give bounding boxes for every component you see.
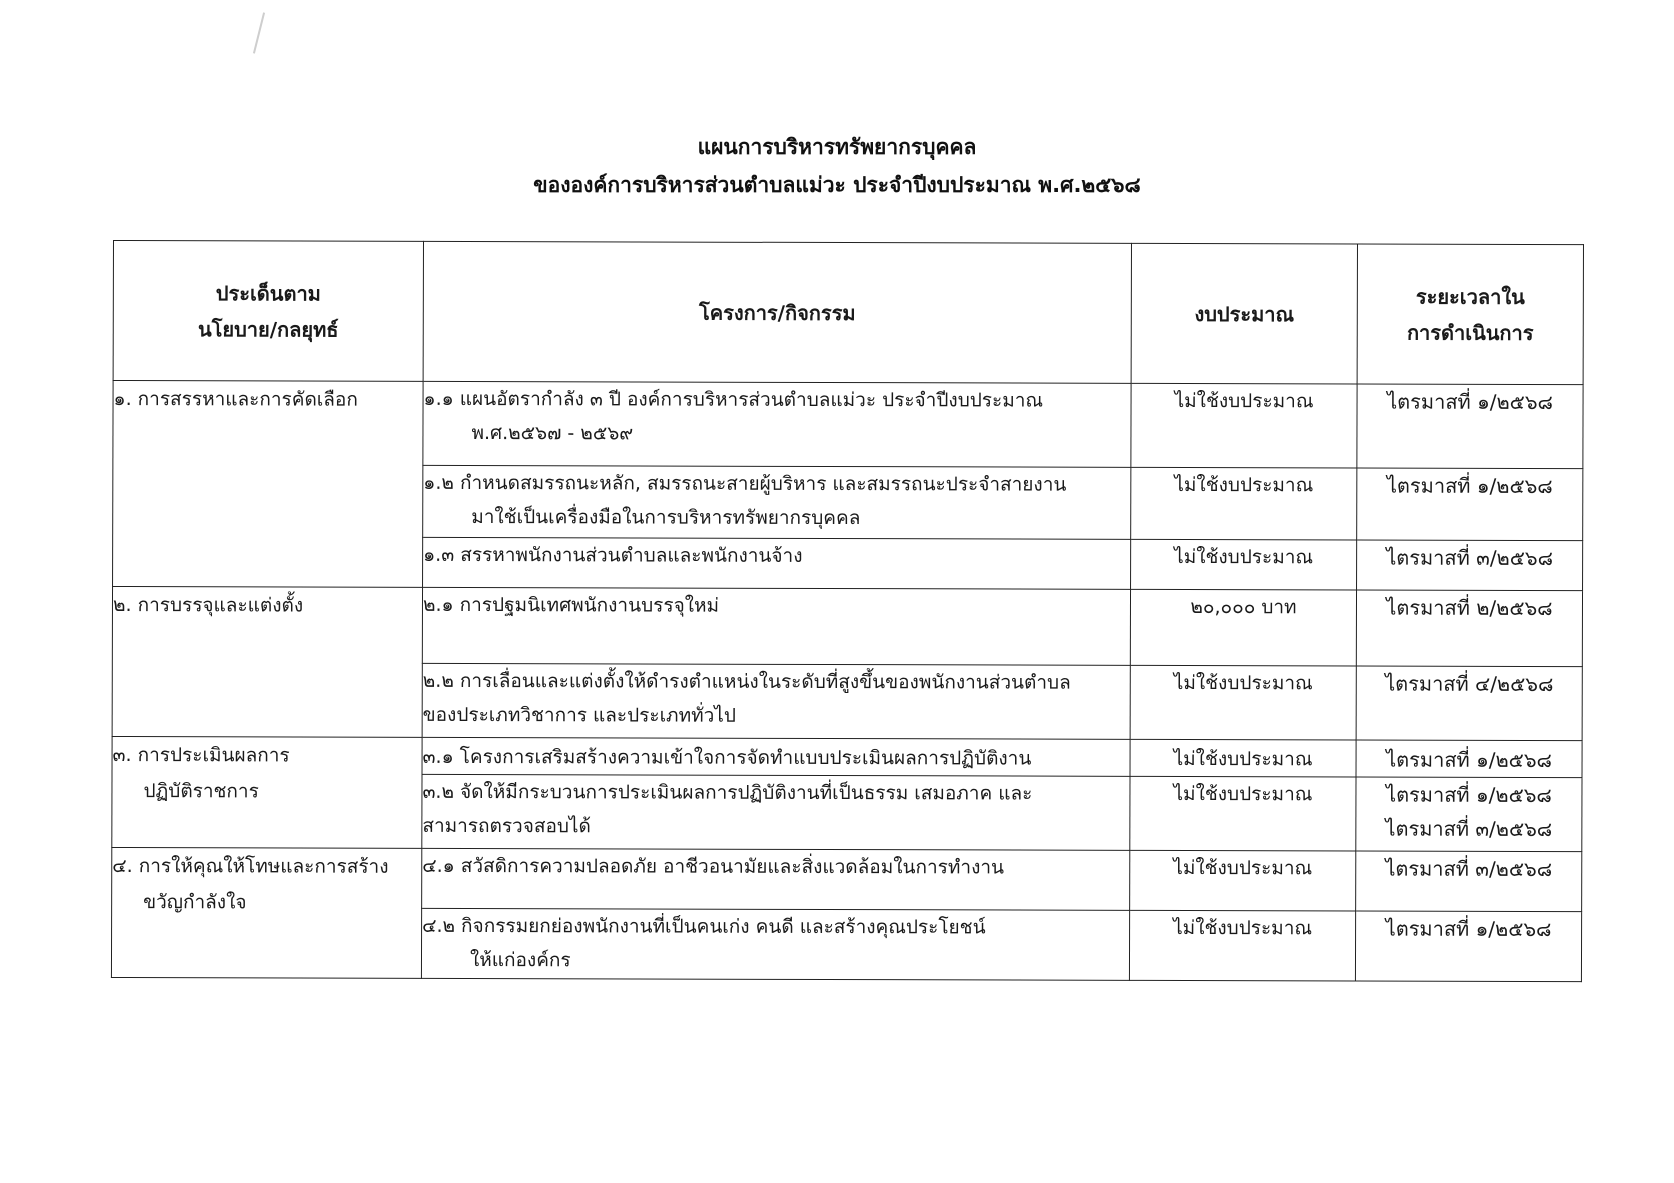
plan-table-container xyxy=(111,240,1583,988)
period-cell xyxy=(1356,740,1582,778)
document-title xyxy=(0,128,1674,204)
budget-cell: ไม่ใช้งบประมาณ xyxy=(1130,850,1356,911)
period-cell xyxy=(1355,911,1581,982)
period-4-1: ไตรมาสที่ ๓/๒๕๖๘ xyxy=(1385,856,1553,882)
activity-1-3-line-1: ๑.๓ สรรหาพนักงานส่วนตำบลและพนักงานจ้าง xyxy=(423,543,803,567)
table-row xyxy=(112,847,1582,911)
issue-1-line-1: ๑. การสรรหาและการคัดเลือก xyxy=(113,388,358,411)
activity-1-2-line-1: ๑.๒ กำหนดสมรรถนะหลัก, สมรรถนะสายผู้บริหาร และสมรรถนะประจำสายงาน xyxy=(423,471,1067,496)
title-line-1: แผนการบริหารทรัพยากรบุคคล xyxy=(697,135,977,159)
activity-cell xyxy=(422,774,1130,850)
activity-cell xyxy=(423,381,1131,467)
period-3-1: ไตรมาสที่ ๑/๒๕๖๘ xyxy=(1386,747,1553,773)
issue-cell-3 xyxy=(112,736,422,848)
issue-3-line-2: ปฏิบัติราชการ xyxy=(143,780,259,803)
activity-cell xyxy=(423,465,1131,539)
period-cell xyxy=(1356,851,1582,912)
period-cell xyxy=(1356,777,1582,852)
period-3-2-b: ไตรมาสที่ ๓/๒๕๖๘ xyxy=(1385,816,1553,842)
plan-table xyxy=(111,240,1584,982)
activity-cell xyxy=(422,587,1130,665)
budget-cell: ไม่ใช้งบประมาณ xyxy=(1131,383,1357,468)
header-period-line-1: ระยะเวลาใน xyxy=(1415,284,1525,309)
activity-4-2-line-2: ให้แก่องค์กร xyxy=(469,948,571,972)
header-issue-line-1: ประเด็นตาม xyxy=(215,280,321,306)
budget-cell: ไม่ใช้งบประมาณ xyxy=(1129,910,1355,981)
title-line-2: ขององค์การบริหารส่วนตำบลแม่วะ ประจำปีงบประมาณ พ.ศ.๒๕๖๘ xyxy=(533,173,1141,197)
activity-cell xyxy=(422,737,1130,776)
activity-2-1-line-1: ๒.๑ การปฐมนิเทศพนักงานบรรจุใหม่ xyxy=(422,593,720,617)
period-cell xyxy=(1356,590,1582,667)
activity-4-1-line-1: ๔.๑ สวัสดิการความปลอดภัย อาชีวอนามัยและสิ่งแวดล้อมในการทำงาน xyxy=(422,854,1005,879)
issue-cell-4 xyxy=(111,847,421,978)
period-cell xyxy=(1356,666,1582,741)
issue-4-line-2: ขวัญกำลังใจ xyxy=(143,891,247,914)
budget-cell: ไม่ใช้งบประมาณ xyxy=(1130,739,1356,777)
period-1-2: ไตรมาสที่ ๑/๒๕๖๘ xyxy=(1386,473,1553,499)
activity-cell xyxy=(422,663,1130,739)
period-cell xyxy=(1357,468,1583,541)
table-row xyxy=(113,381,1583,469)
period-4-2: ไตรมาสที่ ๑/๒๕๖๘ xyxy=(1385,916,1552,942)
budget-cell: ไม่ใช้งบประมาณ xyxy=(1131,539,1357,590)
budget-cell: ไม่ใช้งบประมาณ xyxy=(1130,776,1356,851)
activity-2-2-line-1: ๒.๒ การเลื่อนและแต่งตั้งให้ดำรงตำแหน่งในระดับที่สูงขึ้นของพนักงานส่วนตำบล xyxy=(422,669,1071,694)
scan-artifact-line xyxy=(253,12,265,53)
header-issue xyxy=(113,241,423,382)
activity-4-2-line-1: ๔.๒ กิจกรรมยกย่องพนักงานที่เป็นคนเก่ง คนดี และสร้างคุณประโยชน์ xyxy=(422,914,986,939)
budget-cell: ไม่ใช้งบประมาณ xyxy=(1131,467,1357,540)
activity-cell xyxy=(422,848,1130,910)
activity-1-2-line-2: มาใช้เป็นเครื่องมือในการบริหารทรัพยากรบุคคล xyxy=(471,506,861,530)
header-budget: งบประมาณ xyxy=(1131,243,1357,384)
period-2-2: ไตรมาสที่ ๔/๒๕๖๘ xyxy=(1385,671,1554,697)
issue-4-line-1: ๔. การให้คุณให้โทษและการสร้าง xyxy=(112,855,389,878)
header-period-line-2: การดำเนินการ xyxy=(1406,320,1534,345)
activity-1-1-line-2: พ.ศ.๒๕๖๗ - ๒๕๖๙ xyxy=(471,422,634,445)
budget-cell: ๒๐,๐๐๐ บาท xyxy=(1130,589,1356,666)
activity-3-2-line-1: ๓.๒ จัดให้มีกระบวนการประเมินผลการปฏิบัติงานที่เป็นธรรม เสมอภาค และ xyxy=(422,780,1033,805)
issue-2-line-1: ๒. การบรรจุและแต่งตั้ง xyxy=(112,594,304,617)
period-1-3: ไตรมาสที่ ๓/๒๕๖๘ xyxy=(1386,545,1554,571)
activity-2-2-line-2: ของประเภทวิชาการ และประเภททั่วไป xyxy=(422,703,736,727)
period-cell xyxy=(1357,540,1583,591)
header-period xyxy=(1357,244,1583,385)
period-2-1: ไตรมาสที่ ๒/๒๕๖๘ xyxy=(1386,595,1553,621)
issue-cell-2 xyxy=(112,587,422,738)
header-issue-line-2: นโยบาย/กลยุทธ์ xyxy=(197,316,339,342)
activity-3-1-line-1: ๓.๑ โครงการเสริมสร้างความเข้าใจการจัดทำแบบประเมินผลการปฏิบัติงาน xyxy=(422,745,1032,770)
table-row xyxy=(112,587,1582,667)
period-cell xyxy=(1357,384,1583,469)
activity-3-2-line-2: สามารถตรวจสอบได้ xyxy=(422,814,591,838)
activity-1-1-line-1: ๑.๑ แผนอัตรากำลัง ๓ ปี องค์การบริหารส่วนตำบลแม่วะ ประจำปีงบประมาณ xyxy=(423,387,1044,412)
table-header-row xyxy=(113,241,1583,385)
issue-cell-1 xyxy=(113,381,424,588)
period-3-2-a: ไตรมาสที่ ๑/๒๕๖๘ xyxy=(1386,782,1552,808)
issue-3-line-1: ๓. การประเมินผลการ xyxy=(112,744,290,767)
activity-cell xyxy=(421,908,1129,980)
header-activity: โครงการ/กิจกรรม xyxy=(423,241,1131,383)
table-row xyxy=(112,736,1582,777)
budget-cell: ไม่ใช้งบประมาณ xyxy=(1130,665,1356,740)
period-1-1: ไตรมาสที่ ๑/๒๕๖๘ xyxy=(1387,389,1554,415)
activity-cell xyxy=(423,537,1131,589)
